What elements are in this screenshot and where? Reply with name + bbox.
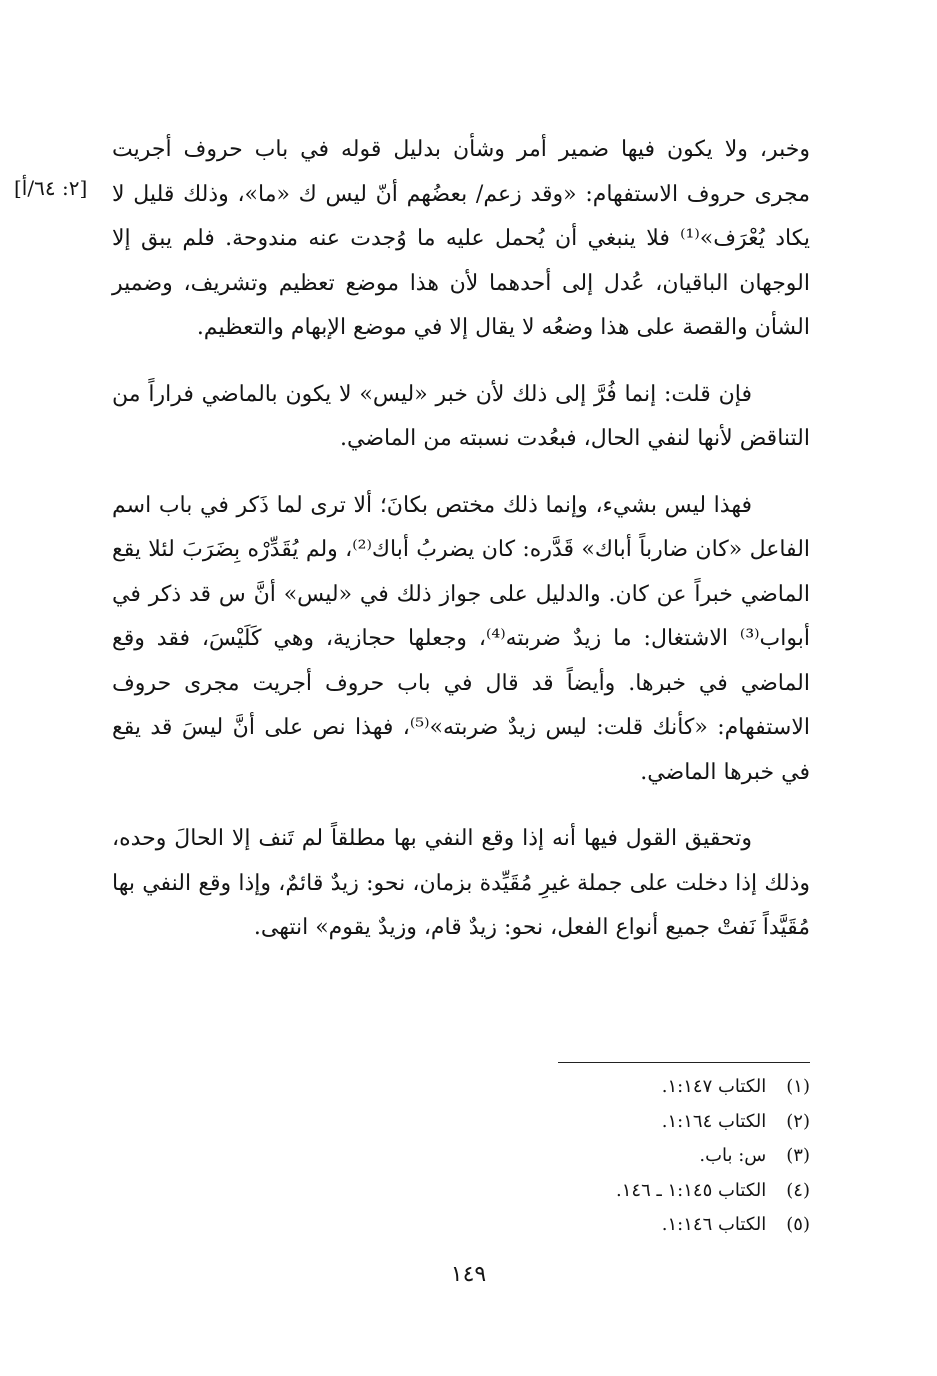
footnote-separator <box>558 1062 810 1063</box>
paragraph-3: فهذا ليس بشيء، وإنما ذلك مختص بكانَ؛ ألا ترى لما ذَكر في باب اسم الفاعل «كان ضارباً أباك» قَدَّره: كان يضربُ أباك⁽²⁾، ولم يُقَدِّرْه بِضَرَبَ لئلا يقع الماضي خبراً عن كان. والدليل على جواز ذلك في «ليس» أنَّ س قد ذكر في أبواب⁽³⁾ الاشتغال: ما زيدٌ ضربته⁽⁴⁾، وجعلها حجازية، وهي كَلَيْسَ، فقد وقع الماضي في خبرها. وأيضاً قد قال في باب حروف أجريت مجرى حروف الاستفهام: «كأنك قلت: ليس زيدٌ ضربته»⁽⁵⁾، فهذا نص على أنَّ ليسَ قد يقع في خبرها الماضي. <box>112 492 811 785</box>
footnote-number: (٤) <box>786 1179 810 1201</box>
footnote-text: الكتاب ١:١٦٤. <box>661 1110 767 1132</box>
footnote-text: الكتاب ١:١٤٦. <box>661 1214 767 1235</box>
footnote-1 <box>410 1070 810 1105</box>
paragraph-2: فإن قلت: إنما فُرَّ إلى ذلك لأن خبر «ليس» لا يكون بالماضي فراراً من التناقض لأنها لنفي الحال، فبعُدت نسبته من الماضي. <box>112 381 810 451</box>
paragraph-1: وخبر، ولا يكون فيها ضمير أمر وشأن بدليل قوله في باب حروف أجريت مجرى حروف الاستفهام: «وقد زعم/ بعضُهم أنّ ليس ك «ما»، وذلك قليل لا يكاد يُعْرَف»⁽¹⁾ فلا ينبغي أن يُحمل عليه ما وُجدت عنه مندوحة. فلم يبق إلا الوجهان الباقيان، عُدل إلى أحدهما لأن هذا موضع تعظيم وتشريف، وضمير الشأن والقصة على هذا وضعُه لا يقال إلا في موضع الإبهام والتعظيم. <box>112 137 810 340</box>
footnote-text: الكتاب ١:١٤٥ ـ ١٤٦. <box>616 1179 767 1201</box>
footnote-number: (١) <box>786 1076 810 1097</box>
paragraph-4: وتحقيق القول فيها أنه إذا وقع النفي بها مطلقاً لم تَنف إلا الحالَ وحده، وذلك إذا دخلت على جملة غيرِ مُقَيِّدة بزمان، نحو: زيدٌ قائمٌ، وإذا وقع النفي بها مُقَيَّداً نَفتْ جميع أنواع الفعل، نحو: زيدٌ قام، وزيدٌ يقوم» انتهى. <box>112 826 810 940</box>
footnote-4 <box>410 1174 810 1209</box>
footnote-text: س: باب. <box>699 1145 767 1166</box>
page-number: ١٤٩ <box>450 1262 487 1287</box>
footnotes-list <box>410 1070 810 1243</box>
footnote-2 <box>410 1105 810 1140</box>
margin-folio-note: [٢: ٦٤/أ] <box>14 176 88 200</box>
footnote-number: (٣) <box>786 1145 810 1166</box>
footnote-3 <box>410 1139 810 1174</box>
footnote-5 <box>410 1208 810 1243</box>
footnote-number: (٢) <box>786 1110 810 1132</box>
footnote-number: (٥) <box>786 1214 810 1235</box>
main-text <box>112 128 810 951</box>
footnote-text: الكتاب ١:١٤٧. <box>661 1076 767 1097</box>
